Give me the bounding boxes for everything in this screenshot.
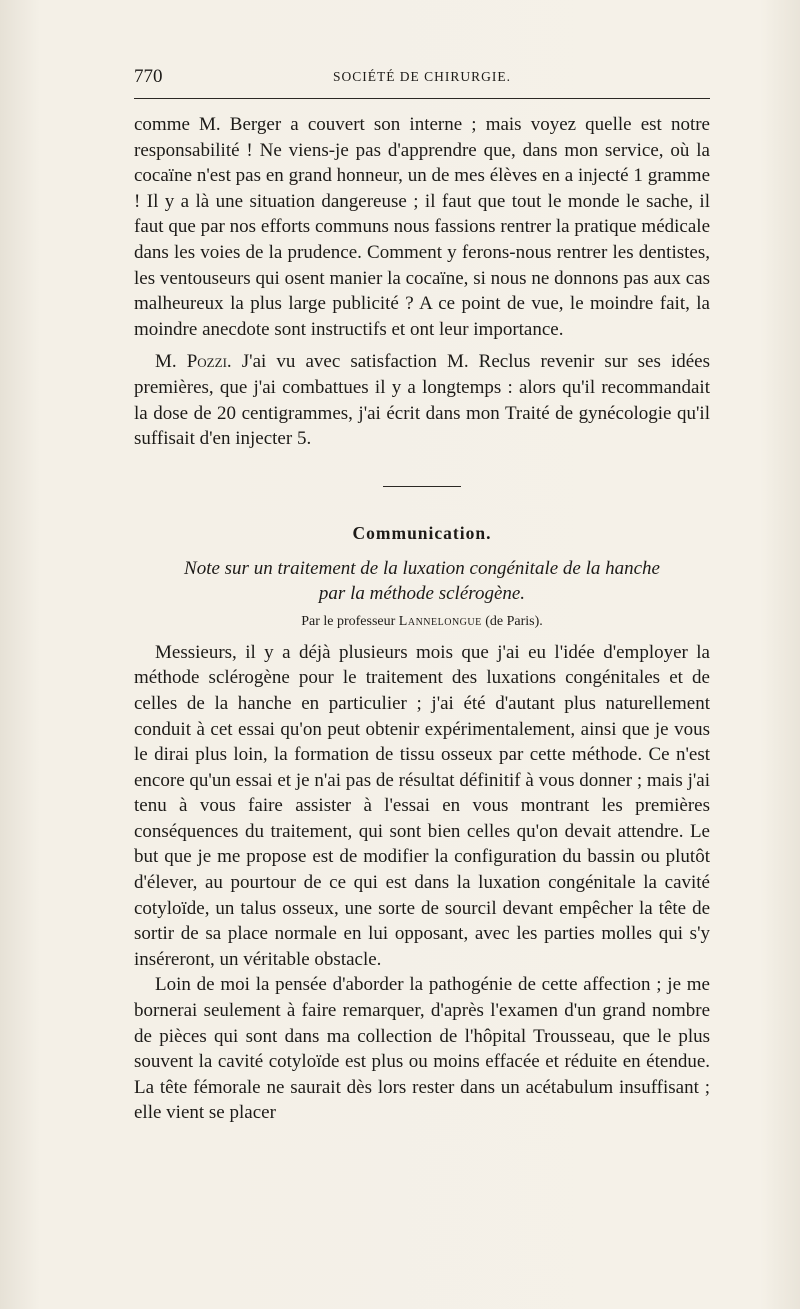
note-title-line-2: par la méthode sclérogène. [318,582,526,604]
body-paragraph-loin: Loin de moi la pensée d'aborder la pathogénie de cette affection ; je me bornerai seulement à faire remarquer, d'après l'examen d'un grand nombre de pièces qui sont dans ma collection de l'hôpital Trousseau, que le plus souvent la cavité cotyloïde est plus ou moins effacée et réduite en étendue. La tête fémorale ne saurait dès lors rester dans un acétabulum insuffisant ; elle vient se placer [134,974,710,1124]
page-header [134,66,710,92]
byline-author: Lannelongue [398,613,482,629]
byline-prefix: Par le professeur [301,613,396,629]
byline [134,614,710,630]
page-body [134,112,710,1126]
note-title-line-1: Note sur un traitement de la luxation congénitale de la hanche [184,557,660,579]
pozzi-paragraph [134,349,710,451]
page-number: 770 [134,66,163,87]
header-rule [134,98,710,99]
note-title [134,556,710,606]
running-head: SOCIÉTÉ DE CHIRURGIE. [332,69,512,84]
section-separator [383,486,461,487]
body-paragraph-messieurs: Messieurs, il y a déjà plusieurs mois que j'ai eu l'idée d'employer la méthode sclérogène pour le traitement des luxations congénitales et de celles de la hanche en particulier ; j'ai été d'autant plus naturellement conduit à cet essai qu'on peut obtenir expérimentalement, ainsi que je vous le dirai plus loin, la formation de tissu osseux par cette méthode. Ce n'est encore qu'un essai et je n'ai pas de résultat définitif à vous donner ; mais j'ai tenu à vous faire assister à l'essai en vous montrant les premières conséquences du traitement, qui sont bien celles qu'on devait attendre. Le but que je me propose est de modifier la configuration du bassin ou plutôt d'élever, au pourtour de ce qui est dans la luxation congénitale la cavité cotyloïde, un talus osseux, une sorte de sourcil devant empêcher la tête de sortir de sa place normale en lui opposant, avec les parties molles qui s'y inséreront, un véritable obstacle. [134,641,710,970]
continuation-paragraph: comme M. Berger a couvert son interne ; mais voyez quelle est notre responsabilité ! Ne viens-je pas d'apprendre que, dans mon service, où la cocaïne n'est pas en grand honneur, un de mes élèves en a injecté 1 gramme ! Il y a là une situation dangereuse ; il faut que tout le monde le sache, il faut que par nos efforts communs nous fassions rentrer la pratique médicale dans les voies de la prudence. Comment y ferons-nous rentrer les dentistes, les ventouseurs qui osent manier la cocaïne, si nous ne donnons pas aux cas malheureux la plus large publicité ? A ce point de vue, le moindre fait, la moindre anecdote sont instructifs et ont leur importance. [134,114,710,340]
byline-suffix: (de Paris). [485,613,543,629]
speaker-name: M. Pozzi. [155,351,232,373]
section-title: Communication. [352,522,492,543]
pozzi-text: J'ai vu avec satisfaction M. Reclus revenir sur ses idées premières, que j'ai combattues il y a longtemps : alors qu'il recommandait la dose de 20 centigrammes, j'ai écrit dans mon Traité de gynécologie qu'il suffisait d'en injecter 5. [134,351,711,450]
